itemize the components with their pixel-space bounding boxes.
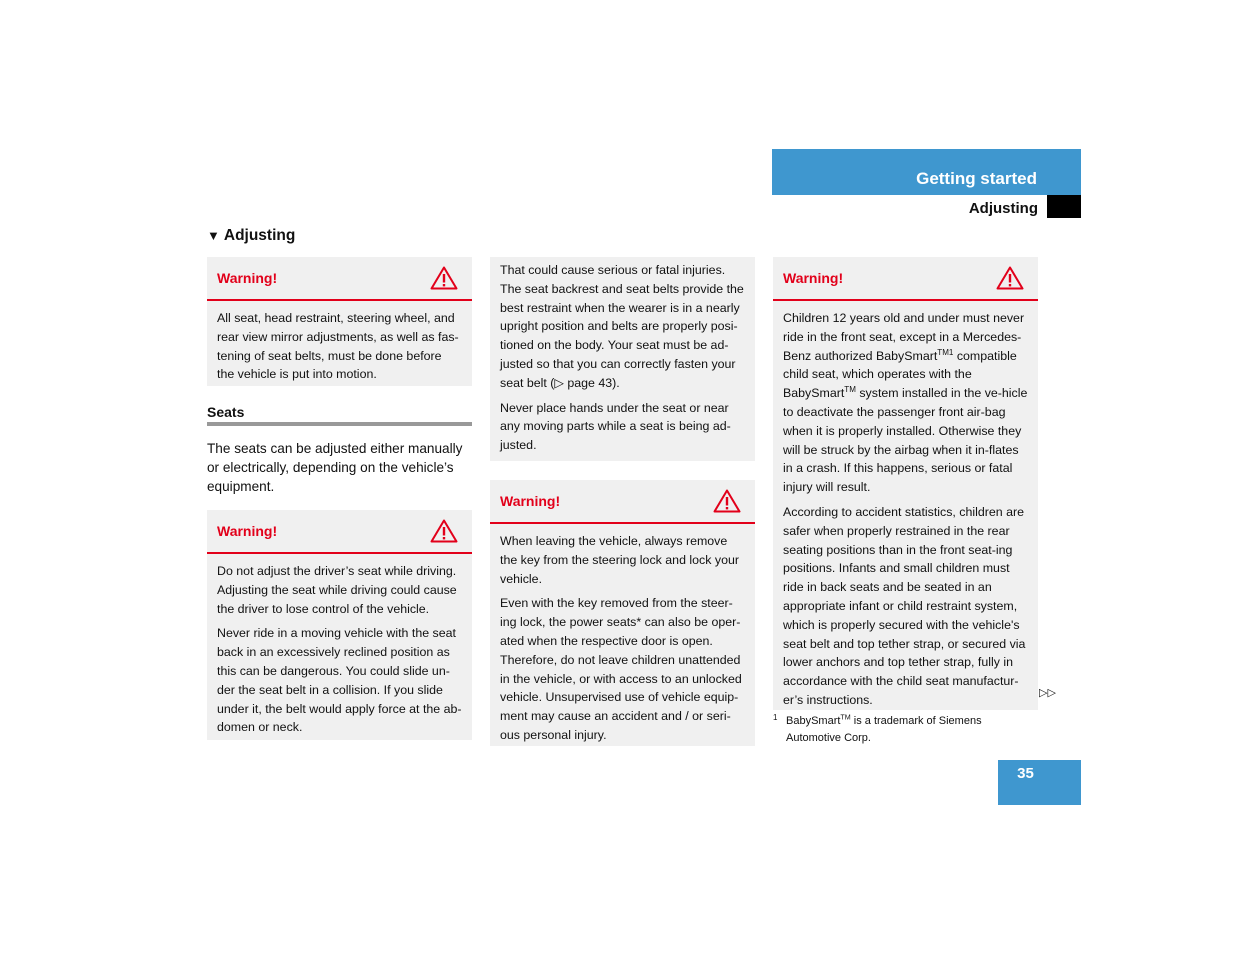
text-run: Children 12 years old and under must never ride in the front seat, except in a Mercedes-Benz authorized BabySmart [783,311,1025,363]
warning-triangle-icon [430,266,458,290]
seats-intro: The seats can be adjusted either manually or electrically, depending on the vehicle’s equipment. [207,441,463,494]
warning-triangle-icon [996,266,1024,290]
warning-text: Even with the key removed from the steer-ing lock, the power seats* can also be oper-ated when the respective door is open. Therefore, do not leave children unattended in the vehicle, or with access to an unlocked vehicle. Unsupervised use of vehicle equip-ment may cause an accident and / or seri-ous personal injury. [500,596,742,742]
warning-title: Warning! [217,523,278,539]
chapter-title: Getting started [916,169,1037,188]
seats-heading: Seats [207,404,472,426]
warning-text: When leaving the vehicle, always remove the key from the steering lock and lock your vehicle. [500,534,739,586]
page-heading-title: Adjusting [223,227,296,244]
warning-box-adjustments [207,257,472,386]
text-run: system installed in the ve-hicle to deactivate the passenger front air-bag when it is properly installed. Otherwise they will be struck by the airbag when it in-flates in a crash. If this happens, serious or fatal injury will result. [783,386,1028,495]
warning-text: Never place hands under the seat or near any moving parts while a seat is being ad-justed. [500,400,731,453]
text-run: compatible child seat, which operates with the BabySmart [783,348,1017,401]
section-label: Adjusting [968,200,1038,217]
text-run: is a trademark of Siemens Automotive Corp. [786,715,982,744]
warning-text: All seat, head restraint, steering wheel, and rear view mirror adjustments, as well as fas-tening of seat belts, must be done before the vehicle is put into motion. [217,311,459,382]
chapter-tab [772,149,1081,195]
warning-text: Do not adjust the driver’s seat while driving. Adjusting the seat while driving could cause the driver to lose control of the vehicle. [217,564,457,616]
warning-title: Warning! [217,270,278,286]
warning-triangle-icon [430,519,458,543]
superscript: TM [840,713,851,722]
superscript: TM1 [937,347,954,357]
footnote-number: 1 [773,713,778,722]
warning-text: According to accident statistics, children are safer when properly restrained in the rear seating positions than in the front seat-ing positions. Infants and small children must ride in back seats and be seated in an appropriate infant or child restraint system, which is properly secured with the vehicle's seat belt and top tether strap, or secured via lower anchors and top tether strap, fully in accordance with the child seat manufactur-er’s instructions. [783,504,1026,707]
superscript: TM [844,385,856,395]
footnote-text [786,713,1033,746]
warning-header [490,480,755,524]
triangle-down-icon: ▼ [207,228,220,243]
warning-triangle-icon [713,489,741,513]
warning-text: Never ride in a moving vehicle with the seat back in an excessively reclined position as this can be dangerous. You could slide un-der the seat belt in a collision. If you slide under it, the belt would apply force at the ab-domen or neck. [217,626,462,735]
warning-title: Warning! [783,270,844,286]
warning-box-children [773,257,1038,710]
warning-header [773,257,1038,301]
warning-box-key [490,480,755,746]
warning-text: That could cause serious or fatal injuries. The seat backrest and seat belts provide the best restraint when the wearer is in a nearly upright position and belts are properly posi-tioned on the body. Your seat must be ad-justed so that you can correctly fasten your seat belt (▷ page 43). [500,263,744,390]
warning-header [207,257,472,301]
text-run: BabySmart [786,715,841,727]
warning-title: Warning! [500,493,561,509]
warning-box-driving [207,510,472,740]
section-marker [1047,195,1081,218]
continue-arrows-icon: ▷▷ [1039,687,1056,699]
warning-text [783,309,1028,497]
footnote [773,713,1033,746]
warning-box-continued [490,257,755,461]
page-number: 35 [998,760,1081,805]
warning-header [207,510,472,554]
page-heading [207,226,295,246]
